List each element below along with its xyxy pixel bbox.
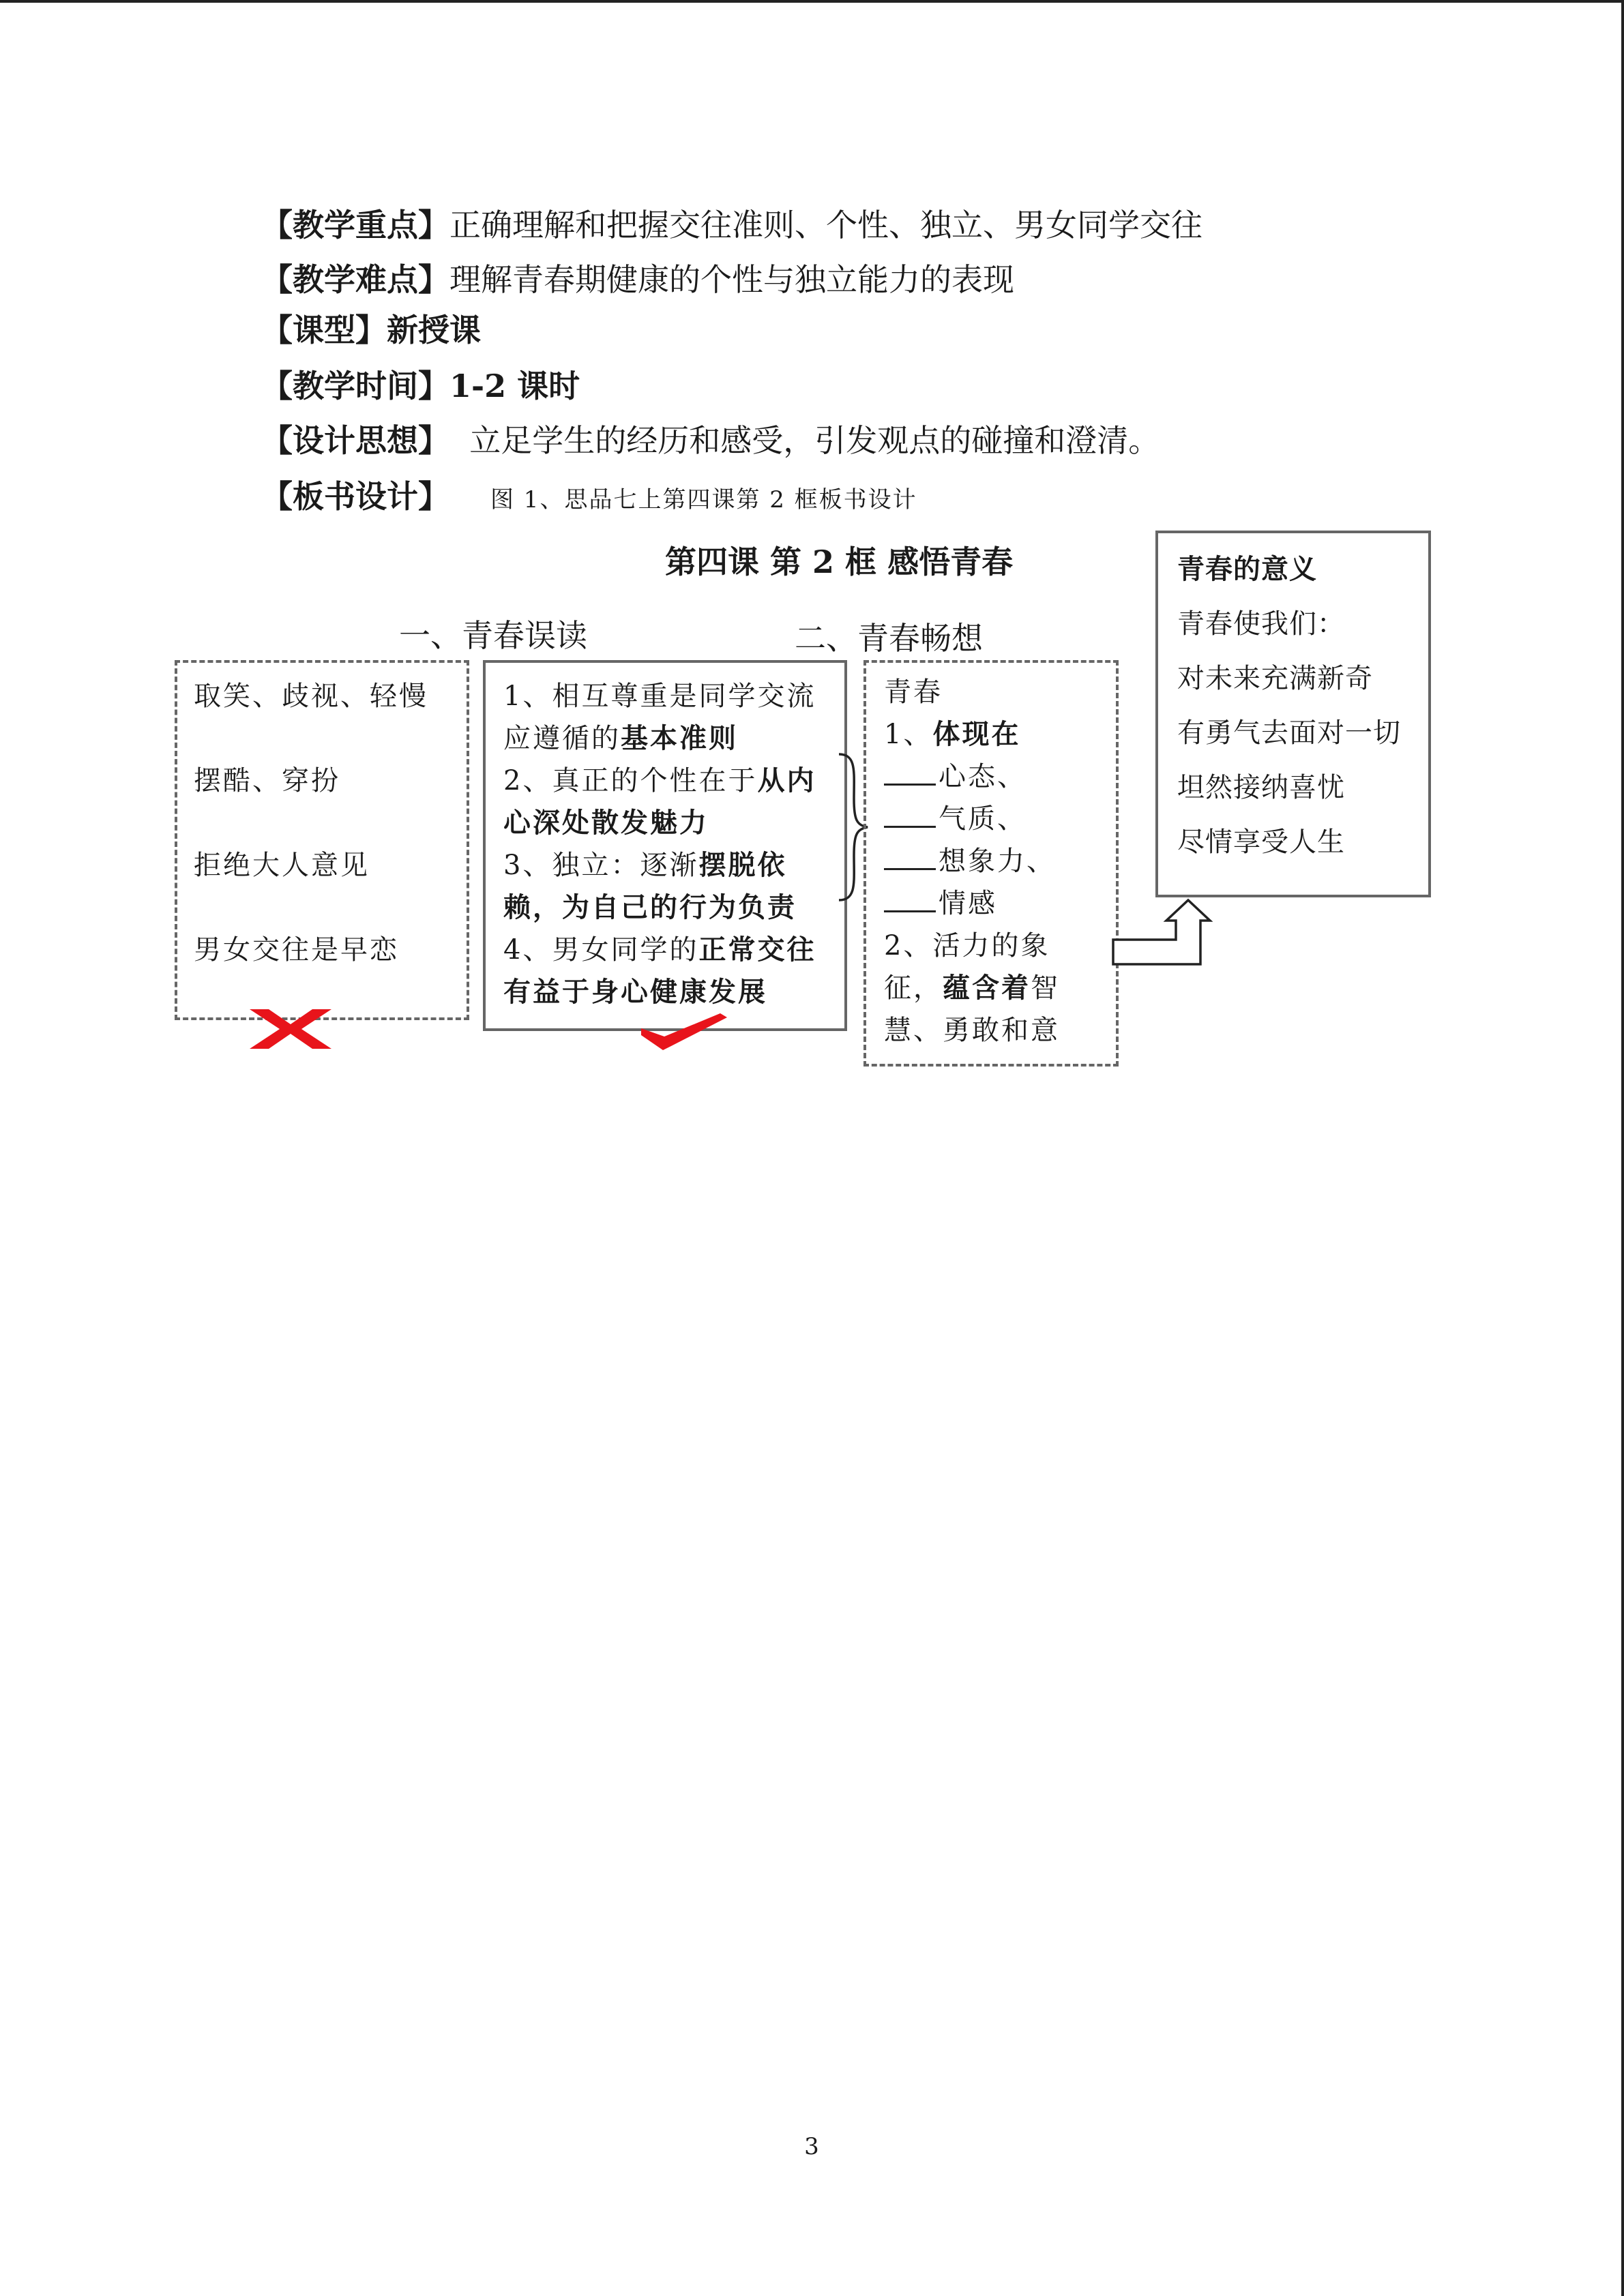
truths-box	[483, 660, 847, 1031]
youth-box	[863, 660, 1119, 1067]
youth-blank-line: 气质、	[884, 798, 1098, 840]
bent-arrow	[1110, 897, 1214, 968]
meaning-line: 青春使我们：	[1177, 608, 1345, 640]
figure-caption: 图 1、思品七上第四课第 2 框板书设计	[490, 486, 917, 513]
red-cross-icon	[246, 1007, 336, 1052]
lesson-type-line	[261, 310, 481, 351]
truth-item: 4、男女同学的正常交往有益于身心健康发展	[503, 934, 816, 1008]
duration-label: 【教学时间】	[261, 368, 449, 404]
truth-item: 1、相互尊重是同学交流应遵循的基本准则	[503, 681, 816, 754]
section-heading-imagination: 二、青春畅想	[795, 620, 983, 657]
difficulties-text: 理解青春期健康的个性与独立能力的表现	[449, 261, 1014, 298]
truth-item: 2、真正的个性在于从内心深处散发魅力	[503, 764, 816, 839]
meaning-line: 有勇气去面对一切	[1177, 717, 1401, 749]
meaning-box	[1155, 531, 1431, 897]
misreading-item: 取笑、歧视、轻慢	[194, 681, 428, 712]
truth-item: 3、独立：逐渐摆脱依赖，为自己的行为负责	[503, 849, 797, 923]
youth-heading: 青春	[884, 676, 943, 708]
page-number: 3	[804, 2133, 819, 2160]
duration-text: 1-2 课时	[449, 368, 580, 404]
top-border-line	[0, 0, 1624, 3]
youth-blank-line: 想象力、	[884, 840, 1098, 882]
lesson-type-label: 【课型】	[261, 312, 387, 348]
misreading-item: 男女交往是早恋	[194, 934, 399, 966]
design-idea-text: 立足学生的经历和感受，引发观点的碰撞和澄清。	[469, 422, 1160, 459]
difficulties-label: 【教学难点】	[261, 261, 449, 298]
duration-line	[261, 366, 580, 406]
difficulties-line	[261, 259, 1014, 300]
red-check-icon	[640, 1012, 728, 1053]
youth-point-1: 1、体现在	[884, 718, 1021, 750]
misreading-item: 摆酷、穿扮	[194, 765, 340, 796]
right-border-line	[1621, 0, 1624, 2296]
design-idea-line	[261, 420, 1160, 461]
section-heading-misreading: 一、青春误读	[399, 617, 587, 654]
misreading-item: 拒绝大人意见	[194, 850, 370, 881]
youth-point-2: 2、活力的象征，蕴含着智慧、勇敢和意	[884, 930, 1060, 1046]
board-design-line	[261, 476, 917, 520]
key-points-label: 【教学重点】	[261, 207, 449, 243]
youth-blank-line: 心态、	[884, 756, 1098, 798]
meaning-line: 坦然接纳喜忧	[1177, 772, 1345, 803]
misreading-box	[175, 660, 469, 1020]
meaning-title: 青春的意义	[1177, 553, 1317, 585]
meaning-line: 尽情享受人生	[1177, 826, 1345, 858]
meaning-line: 对未来充满新奇	[1177, 663, 1373, 694]
lesson-type-text: 新授课	[387, 312, 481, 348]
key-points-text: 正确理解和把握交往准则、个性、独立、男女同学交往	[449, 207, 1202, 243]
design-idea-label: 【设计思想】	[261, 422, 449, 459]
board-design-label: 【板书设计】	[261, 478, 449, 515]
diagram-title: 第四课 第 2 框 感悟青春	[665, 543, 1014, 580]
key-points-line	[261, 205, 1202, 245]
youth-blank-line: 情感	[884, 882, 1098, 925]
